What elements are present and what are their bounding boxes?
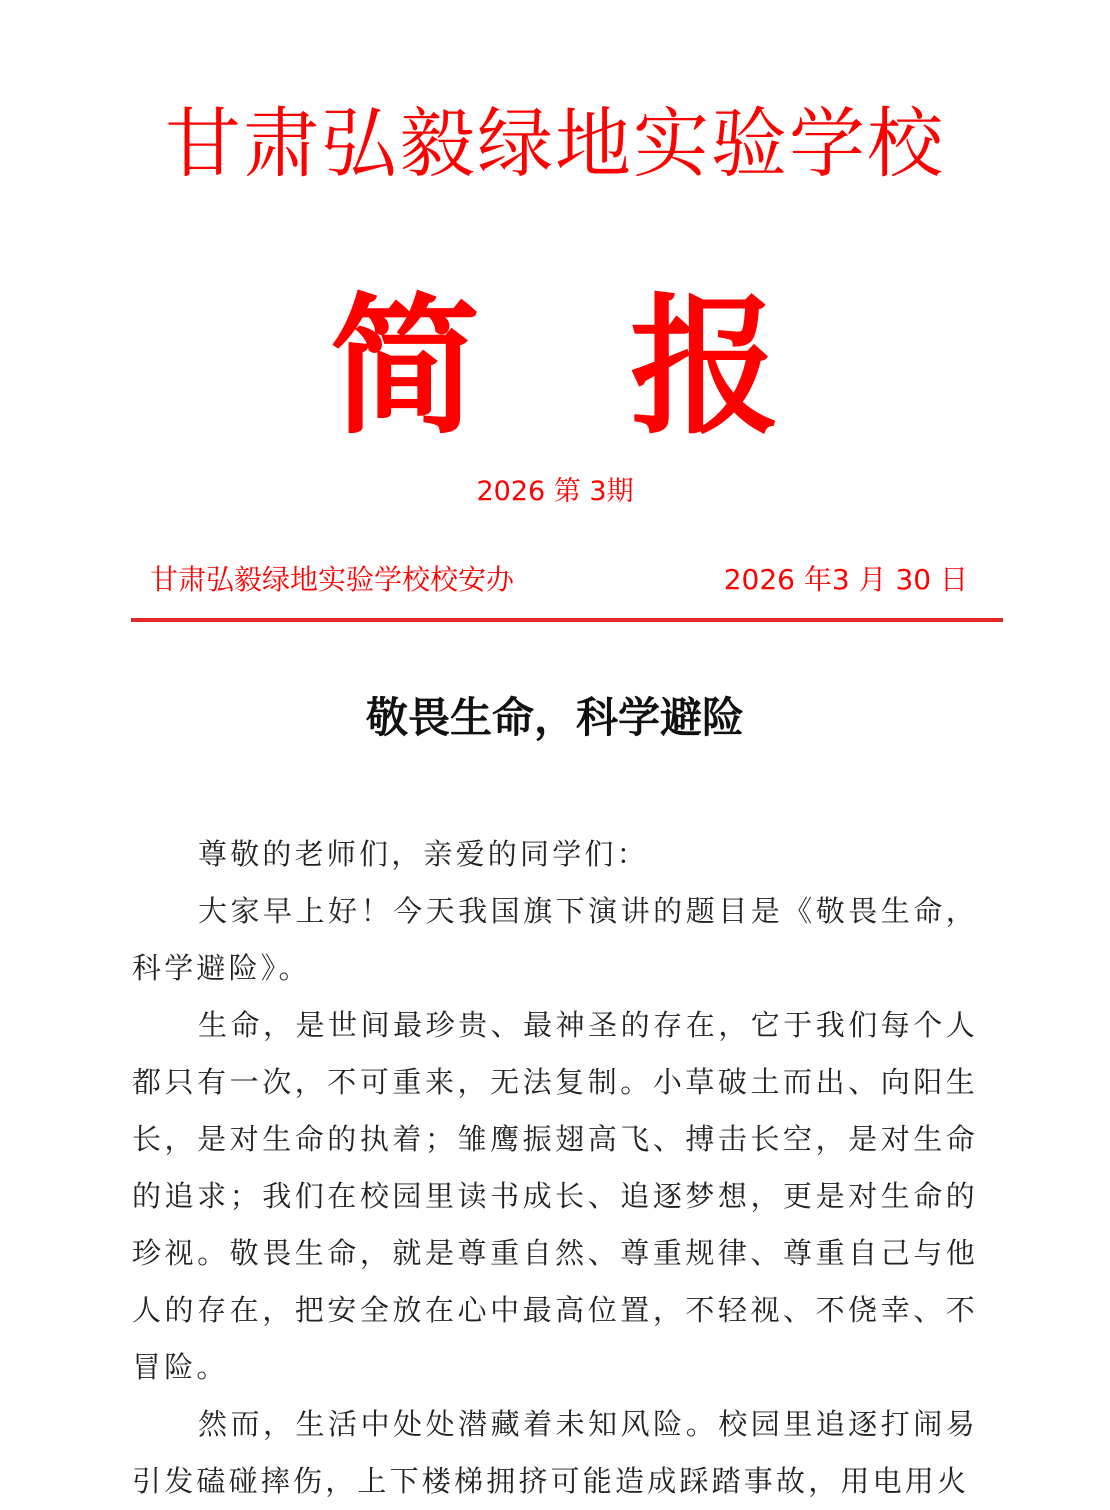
bulletin-title-char-1: 简 — [329, 279, 480, 455]
article-body — [132, 826, 978, 1510]
bulletin-title — [0, 279, 1110, 455]
paragraph-risks: 然而，生活中处处潜藏着未知风险。校园里追逐打闹易引发磕碰摔伤，上下楼梯拥挤可能造成踩踏事故，用电用火 — [132, 1407, 978, 1498]
issue-date: 2026 年3 月 30 日 — [723, 563, 968, 596]
header-divider — [131, 618, 1003, 622]
issuing-office: 甘肃弘毅绿地实验学校校安办 — [150, 563, 515, 596]
paragraph-life: 生命，是世间最珍贵、最神圣的存在，它于我们每个人都只有一次，不可重来，无法复制。小草破土而出、向阳生长，是对生命的执着；雏鹰振翅高飞、搏击长空，是对生命的追求；我们在校园里读书成长、追逐梦想，更是对生命的珍视。敬畏生命，就是尊重自然、尊重规律、尊重自己与他人的存在，把安全放在心中最高位置，不轻视、不侥幸、不冒险。 — [132, 1008, 978, 1384]
bulletin-title-char-2: 报 — [630, 279, 781, 455]
school-name-heading: 甘肃弘毅绿地实验学校 — [165, 99, 945, 188]
issue-number: 2026 第 3期 — [476, 476, 634, 507]
article-title: 敬畏生命，科学避险 — [365, 693, 744, 742]
paragraph-greeting: 尊敬的老师们，亲爱的同学们： — [198, 837, 649, 871]
paragraph-intro: 大家早上好！今天我国旗下演讲的题目是《敬畏生命，科学避险》。 — [132, 894, 978, 985]
